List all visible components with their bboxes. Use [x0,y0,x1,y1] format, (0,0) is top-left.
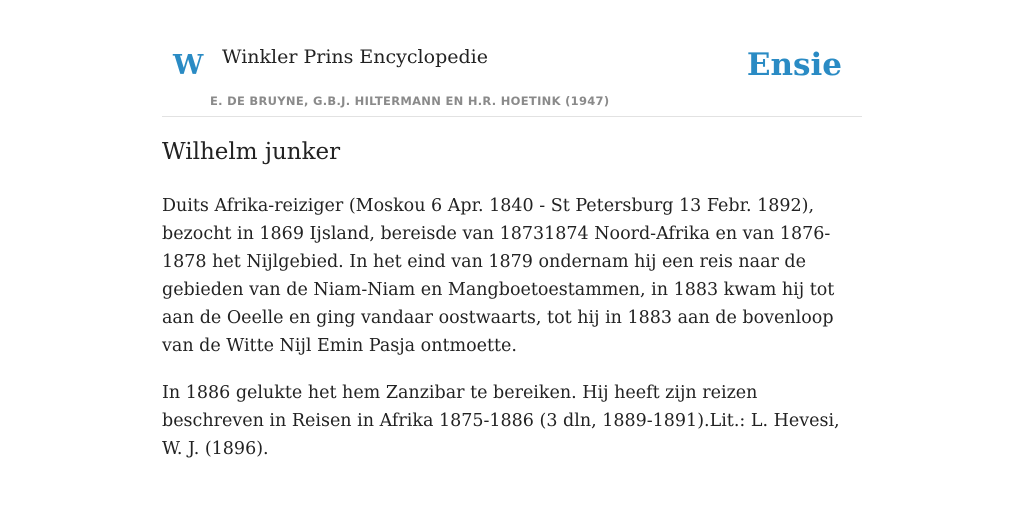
article-body [162,192,864,482]
article-title: Wilhelm junker [162,139,341,165]
article-paragraph: In 1886 gelukte het hem Zanzibar te bereiken. Hij heeft zijn reizen beschreven in Reisen in Afrika 1875-1886 (3 dln, 1889-1891).Lit.: L. Hevesi, W. J. (1896). [162,383,840,459]
source-authors: E. DE BRUYNE, G.B.J. HILTERMANN EN H.R. HOETINK (1947) [210,94,610,108]
source-title[interactable]: Winkler Prins Encyclopedie [222,46,488,68]
article-paragraph: Duits Afrika-reiziger (Moskou 6 Apr. 1840 - St Petersburg 13 Febr. 1892), bezocht in 1869 Ijsland, bereisde van 18731874 Noord-Afrika en van 1876-1878 het Nijlgebied. In het eind van 1879 ondernam hij een reis naar de gebieden van de Niam-Niam en Mangboetoestammen, in 1883 kwam hij tot aan de Oeelle en ging vandaar oostwaarts, tot hij in 1883 aan de bovenloop van de Witte Nijl Emin Pasja ontmoette. [162,196,835,356]
winkler-prins-logo[interactable]: W [173,50,204,81]
ensie-logo-link[interactable]: Ensie [746,47,842,83]
source-header [162,36,862,117]
